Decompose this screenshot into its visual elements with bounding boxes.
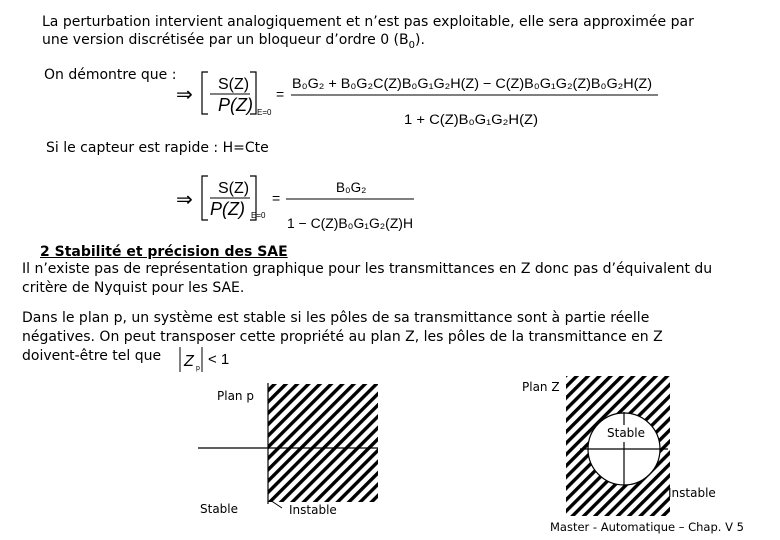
para2-line-3: doivent-être tel que (22, 348, 162, 364)
implies-symbol: ⇒ (176, 82, 193, 106)
para1-line-1: Il n’existe pas de représentation graphique pour les transmittances en Z donc pas d’équivalent du (22, 261, 713, 277)
plan-z-unstable-label: Instable (668, 486, 716, 500)
implies-symbol-2: ⇒ (176, 187, 193, 211)
eq1-lhs-num: S(Z) (218, 76, 250, 93)
intro-line-2-suffix: ). (415, 32, 425, 48)
eq2-equals: = (272, 190, 281, 206)
footer-text: Master - Automatique – Chap. V 5 (550, 520, 744, 534)
intro-line-1: La perturbation intervient analogiquement et n’est pas exploitable, elle sera approximée par (42, 14, 694, 30)
plan-p-unstable-label: Instable (289, 503, 337, 517)
eq2-rhs-num: B₀G₂ (336, 180, 367, 195)
intro-line-2-prefix: une version discrétisée par un bloqueur d’ordre 0 (B (42, 32, 409, 48)
eq1-equals: = (276, 86, 285, 102)
eq1-lhs-den: P(Z) (218, 95, 253, 115)
demonstration-label: On démontre que : (44, 67, 177, 83)
eq2-rhs-den: 1 − C(Z)B₀G₁G₂(Z)H (287, 216, 413, 231)
eq1-lhs-cond: E=0 (257, 108, 272, 117)
eq1-rhs-num: B₀G₂ + B₀G₂C(Z)B₀G₁G₂H(Z) − C(Z)B₀G₁G₂(Z)B₀G₂H(Z) (292, 76, 652, 91)
condition-sub: p (196, 365, 200, 372)
para2-line-1: Dans le plan p, un système est stable si les pôles de sa transmittance sont à partie réelle (22, 310, 650, 326)
intro-line-2-sub: 0 (408, 39, 415, 51)
eq2-lhs-cond: E=0 (251, 211, 266, 220)
plan-p-stable-label: Stable (200, 502, 239, 516)
eq2-lhs-den: P(Z) (210, 199, 245, 219)
para1-line-2: critère de Nyquist pour les SAE. (22, 280, 245, 296)
plan-z-stable-label: Stable (607, 426, 646, 440)
section-title: 2 Stabilité et précision des SAE (40, 244, 288, 260)
para2-line-2: négatives. On peut transposer cette propriété au plan Z, les pôles de la transmittance en Z (22, 329, 663, 345)
eq1-rhs-den: 1 + C(Z)B₀G₁G₂H(Z) (404, 112, 538, 127)
condition-var: Z (184, 353, 194, 370)
condition-rel: < 1 (208, 351, 230, 368)
fast-sensor-label: Si le capteur est rapide : H=Cte (46, 140, 269, 156)
plan-z-title: Plan Z (522, 380, 560, 394)
eq2-lhs-num: S(Z) (218, 180, 250, 197)
plan-p-title: Plan p (217, 389, 254, 403)
plan-p-unstable-region (268, 384, 378, 502)
